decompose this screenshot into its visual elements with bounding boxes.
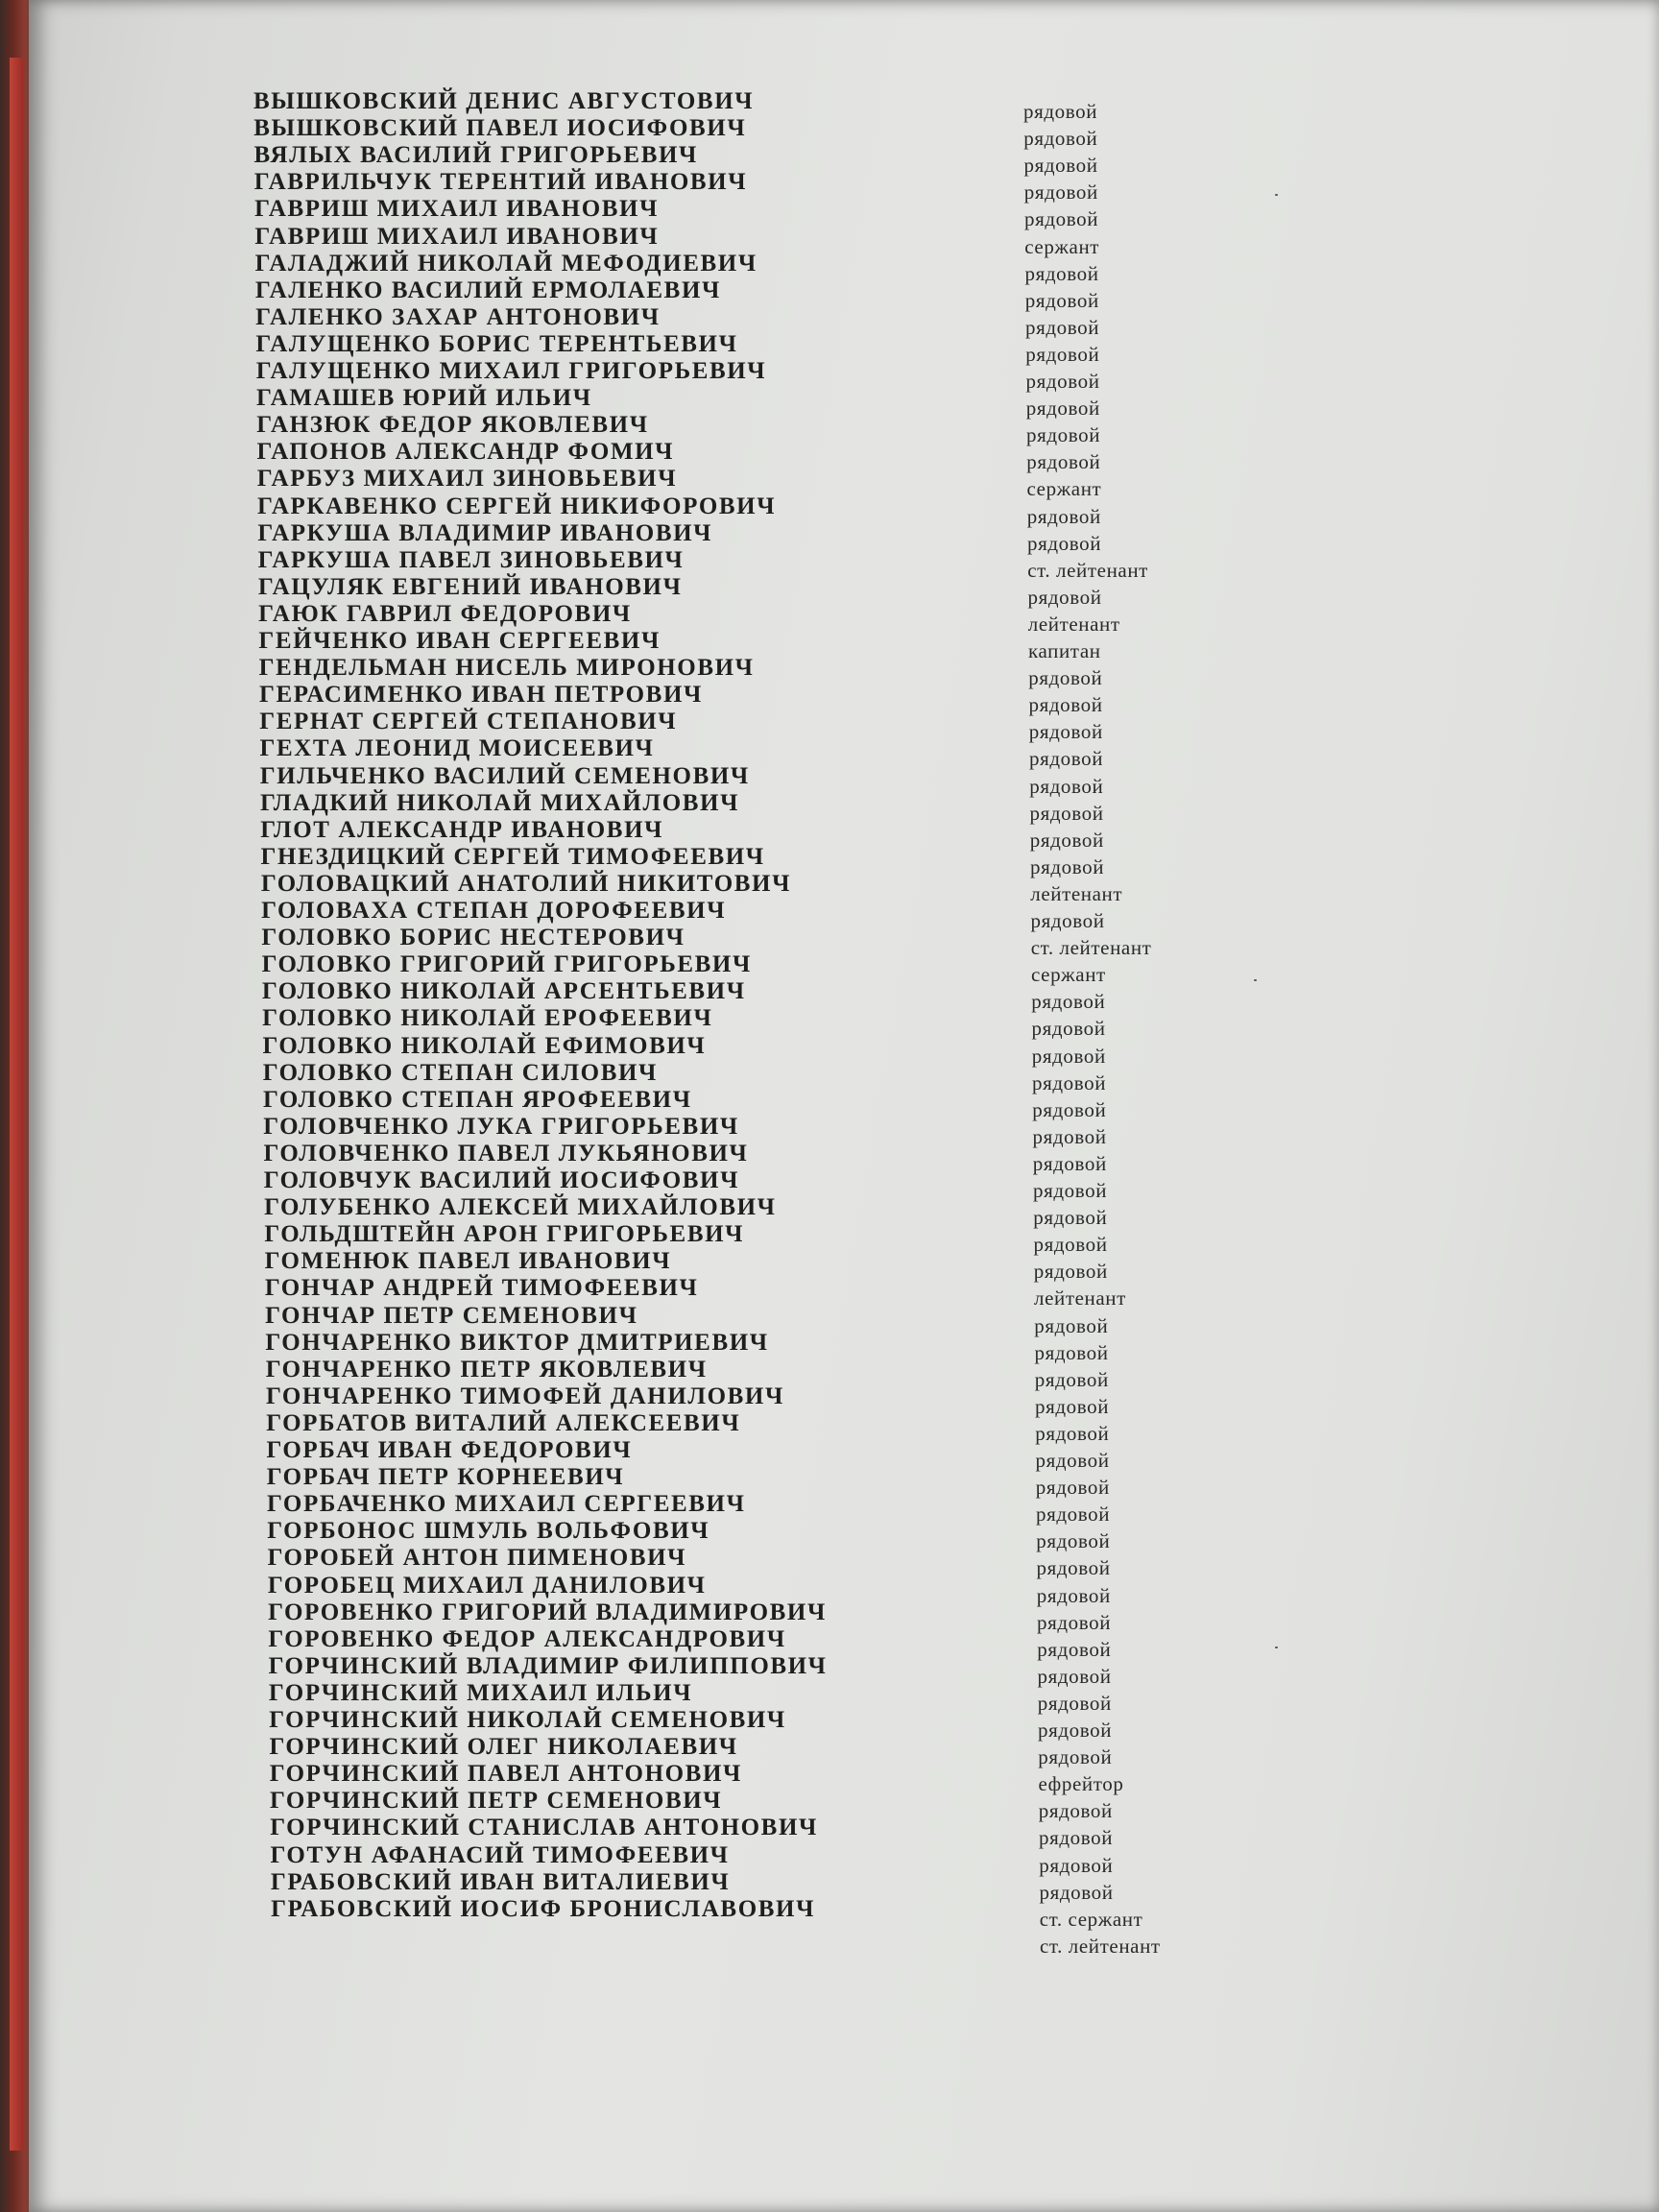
person-name: ГОРОВЕНКО ГРИГОРИЙ ВЛАДИМИРОВИЧ: [268, 1599, 827, 1625]
military-rank: рядовой: [1035, 1476, 1110, 1500]
military-rank: рядовой: [1024, 288, 1099, 312]
military-rank: рядовой: [1029, 854, 1105, 878]
page-speck: [1254, 979, 1257, 981]
military-rank: сержант: [1026, 477, 1102, 501]
military-rank: рядовой: [1024, 315, 1100, 339]
military-rank: рядовой: [1023, 100, 1098, 123]
person-name: ВЫШКОВСКИЙ ПАВЕЛ ИОСИФОВИЧ: [253, 115, 747, 142]
book-cover-edge: [10, 58, 23, 2151]
military-rank: рядовой: [1031, 1044, 1106, 1068]
military-rank: рядовой: [1032, 1097, 1107, 1121]
person-name: ГОРЧИНСКИЙ МИХАИЛ ИЛЬИЧ: [268, 1679, 693, 1706]
person-name: ГОРБОНОС ШМУЛЬ ВОЛЬФОВИЧ: [267, 1518, 710, 1545]
military-rank: рядовой: [1037, 1691, 1112, 1715]
person-name: ГОНЧАРЕНКО ПЕТР ЯКОВЛЕВИЧ: [265, 1356, 708, 1382]
person-name: ГОЛОВЧЕНКО ПАВЕЛ ЛУКЬЯНОВИЧ: [263, 1140, 749, 1166]
military-rank: рядовой: [1036, 1583, 1111, 1607]
person-name: ГОЛОВКО ГРИГОРИЙ ГРИГОРЬЕВИЧ: [261, 951, 752, 978]
document-page: [29, 0, 1659, 2212]
military-rank: рядовой: [1034, 1394, 1110, 1418]
military-rank: рядовой: [1025, 423, 1101, 447]
person-name: ГАРБУЗ МИХАИЛ ЗИНОВЬЕВИЧ: [256, 466, 678, 493]
person-name: ГОРЧИНСКИЙ ПАВЕЛ АНТОНОВИЧ: [269, 1761, 742, 1788]
person-name: ГОРОБЕЙ АНТОН ПИМЕНОВИЧ: [267, 1545, 687, 1572]
person-name: ГАРКУША ПАВЕЛ ЗИНОВЬЕВИЧ: [257, 546, 685, 573]
military-rank: рядовой: [1033, 1233, 1108, 1257]
military-rank: лейтенант: [1033, 1286, 1126, 1310]
military-rank: рядовой: [1038, 1745, 1113, 1769]
person-name: ГОЛОВАЦКИЙ АНАТОЛИЙ НИКИТОВИЧ: [260, 870, 792, 897]
person-name: ГАВРИШ МИХАИЛ ИВАНОВИЧ: [254, 196, 660, 223]
military-rank: рядовой: [1034, 1340, 1109, 1364]
person-name: ГОЛОВКО БОРИС НЕСТЕРОВИЧ: [261, 925, 685, 951]
military-rank: рядовой: [1036, 1556, 1111, 1580]
military-rank: рядовой: [1034, 1313, 1109, 1337]
military-rank: рядовой: [1035, 1449, 1110, 1472]
military-rank: рядовой: [1033, 1206, 1108, 1230]
military-rank: рядовой: [1032, 1179, 1108, 1202]
person-name: ГОНЧАР ПЕТР СЕМЕНОВИЧ: [265, 1302, 638, 1329]
person-name: ГОРЧИНСКИЙ СТАНИСЛАВ АНТОНОВИЧ: [270, 1815, 818, 1841]
military-rank: ст. сержант: [1039, 1907, 1143, 1931]
military-rank: рядовой: [1029, 774, 1104, 798]
person-name: ГАЛЕНКО ЗАХАР АНТОНОВИЧ: [255, 303, 661, 330]
military-rank: рядовой: [1037, 1637, 1112, 1661]
military-rank: рядовой: [1035, 1421, 1110, 1445]
person-name: ГОРОБЕЦ МИХАИЛ ДАНИЛОВИЧ: [267, 1572, 707, 1599]
person-name: ГАЦУЛЯК ЕВГЕНИЙ ИВАНОВИЧ: [257, 573, 683, 600]
military-rank: ефрейтор: [1038, 1772, 1124, 1796]
person-name: ГНЕЗДИЦКИЙ СЕРГЕЙ ТИМОФЕЕВИЧ: [260, 843, 765, 870]
person-name: ГОЛОВКО СТЕПАН СИЛОВИЧ: [262, 1059, 658, 1086]
military-rank: рядовой: [1023, 180, 1098, 204]
military-rank: рядовой: [1032, 1151, 1107, 1175]
person-name: ГОРБАЧ ПЕТР КОРНЕЕВИЧ: [266, 1464, 625, 1491]
military-rank: рядовой: [1023, 127, 1098, 151]
person-name: ГАМАШЕВ ЮРИЙ ИЛЬИЧ: [255, 385, 592, 412]
military-rank: рядовой: [1028, 720, 1103, 744]
person-name: ГОРБАТОВ ВИТАЛИЙ АЛЕКСЕЕВИЧ: [266, 1409, 741, 1436]
military-rank: рядовой: [1039, 1880, 1114, 1904]
person-name: ГОРБАЧЕНКО МИХАИЛ СЕРГЕЕВИЧ: [267, 1491, 746, 1518]
military-rank: рядовой: [1035, 1503, 1111, 1527]
military-rank: сержант: [1030, 963, 1106, 987]
person-name: ГОЛОВКО НИКОЛАЙ АРСЕНТЬЕВИЧ: [261, 978, 746, 1005]
military-rank: рядовой: [1025, 370, 1100, 393]
page-speck: [1275, 1647, 1278, 1648]
person-name: ГОРЧИНСКИЙ ОЛЕГ НИКОЛАЕВИЧ: [269, 1734, 738, 1761]
military-rank: рядовой: [1039, 1853, 1114, 1877]
military-rank: рядовой: [1023, 154, 1098, 178]
person-name: ГАЛУЩЕНКО БОРИС ТЕРЕНТЬЕВИЧ: [255, 330, 738, 357]
military-rank: рядовой: [1026, 504, 1101, 528]
person-name: ГОТУН АФАНАСИЙ ТИМОФЕЕВИЧ: [270, 1841, 730, 1868]
military-rank: лейтенант: [1027, 612, 1120, 636]
military-rank: рядовой: [1026, 531, 1102, 555]
person-name: ГОЛОВЧЕНКО ЛУКА ГРИГОРЬЕВИЧ: [263, 1113, 739, 1140]
person-name: ВЯЛЫХ ВАСИЛИЙ ГРИГОРЬЕВИЧ: [253, 142, 698, 169]
person-name: ГАЛУЩЕНКО МИХАИЛ ГРИГОРЬЕВИЧ: [255, 358, 767, 384]
person-name: ГРАБОВСКИЙ ИВАН ВИТАЛИЕВИЧ: [270, 1868, 731, 1895]
military-rank: лейтенант: [1030, 881, 1123, 905]
person-name: ГЕРАСИМЕНКО ИВАН ПЕТРОВИЧ: [258, 682, 703, 709]
military-rank: рядовой: [1029, 828, 1104, 852]
casualty-list: [29, 0, 1659, 2212]
military-rank: капитан: [1027, 639, 1101, 662]
person-name: ГОНЧАРЕНКО ВИКТОР ДМИТРИЕВИЧ: [265, 1329, 769, 1356]
person-name: ГОРБАЧ ИВАН ФЕДОРОВИЧ: [266, 1437, 633, 1463]
person-name: ГОЛОВАХА СТЕПАН ДОРОФЕЕВИЧ: [261, 898, 727, 924]
page-speck: [1275, 194, 1278, 196]
military-rank: рядовой: [1037, 1719, 1113, 1742]
military-rank: рядовой: [1024, 261, 1099, 285]
military-rank: рядовой: [1030, 909, 1105, 932]
military-rank: рядовой: [1025, 397, 1100, 421]
person-name: ГОЛОВКО НИКОЛАЙ ЕФИМОВИЧ: [262, 1032, 707, 1059]
person-name: ГЛОТ АЛЕКСАНДР ИВАНОВИЧ: [260, 816, 664, 843]
person-name: ГАРКАВЕНКО СЕРГЕЙ НИКИФОРОВИЧ: [257, 493, 777, 519]
person-name: ГОЛОВЧУК ВАСИЛИЙ ИОСИФОВИЧ: [263, 1167, 740, 1193]
person-name: ГАЮК ГАВРИЛ ФЕДОРОВИЧ: [258, 600, 632, 627]
person-name: ГАЛЕНКО ВАСИЛИЙ ЕРМОЛАЕВИЧ: [254, 276, 721, 303]
person-name: ВЫШКОВСКИЙ ДЕНИС АВГУСТОВИЧ: [253, 88, 755, 114]
person-name: ГОРЧИНСКИЙ ПЕТР СЕМЕНОВИЧ: [270, 1788, 723, 1815]
person-name: ГЕЙЧЕНКО ИВАН СЕРГЕЕВИЧ: [258, 628, 661, 654]
person-name: ГОРОВЕНКО ФЕДОР АЛЕКСАНДРОВИЧ: [268, 1625, 786, 1652]
person-name: ГРАБОВСКИЙ ИОСИФ БРОНИСЛАВОВИЧ: [271, 1895, 816, 1922]
person-name: ГОРЧИНСКИЙ ВЛАДИМИР ФИЛИППОВИЧ: [268, 1652, 828, 1679]
person-name: ГОЛОВКО НИКОЛАЙ ЕРОФЕЕВИЧ: [262, 1005, 713, 1032]
person-name: ГАРКУША ВЛАДИМИР ИВАНОВИЧ: [257, 519, 713, 546]
person-name: ГАНЗЮК ФЕДОР ЯКОВЛЕВИЧ: [256, 412, 649, 439]
military-rank: рядовой: [1031, 990, 1106, 1014]
military-rank: сержант: [1024, 234, 1100, 258]
military-rank: рядовой: [1033, 1260, 1108, 1284]
military-rank: рядовой: [1038, 1799, 1113, 1823]
person-name: ГЕРНАТ СЕРГЕЙ СТЕПАНОВИЧ: [259, 709, 678, 735]
military-rank: рядовой: [1037, 1664, 1112, 1688]
military-rank: рядовой: [1031, 1017, 1106, 1041]
person-name: ГОНЧАР АНДРЕЙ ТИМОФЕЕВИЧ: [264, 1275, 699, 1302]
person-name: ГОЛОВКО СТЕПАН ЯРОФЕЕВИЧ: [262, 1086, 692, 1113]
military-rank: рядовой: [1026, 450, 1101, 474]
person-name: ГЕХТА ЛЕОНИД МОИСЕЕВИЧ: [259, 735, 655, 762]
military-rank: рядовой: [1025, 342, 1100, 366]
military-rank: рядовой: [1034, 1367, 1109, 1391]
person-name: ГЛАДКИЙ НИКОЛАЙ МИХАЙЛОВИЧ: [260, 789, 740, 816]
military-rank: рядовой: [1038, 1826, 1114, 1850]
military-rank: рядовой: [1031, 1070, 1107, 1094]
military-rank: рядовой: [1028, 666, 1103, 690]
person-name: ГОНЧАРЕНКО ТИМОФЕЙ ДАНИЛОВИЧ: [265, 1382, 784, 1409]
person-name: ГАЛАДЖИЙ НИКОЛАЙ МЕФОДИЕВИЧ: [254, 250, 757, 276]
military-rank: рядовой: [1029, 801, 1104, 825]
person-name: ГАВРИШ МИХАИЛ ИВАНОВИЧ: [254, 223, 660, 250]
military-rank: ст. лейтенант: [1030, 936, 1152, 960]
military-rank: рядовой: [1028, 747, 1104, 771]
person-name: ГЕНДЕЛЬМАН НИСЕЛЬ МИРОНОВИЧ: [258, 655, 755, 682]
person-name: ГАВРИЛЬЧУК ТЕРЕНТИЙ ИВАНОВИЧ: [253, 169, 748, 196]
military-rank: рядовой: [1028, 693, 1103, 717]
military-rank: ст. лейтенант: [1039, 1934, 1161, 1958]
military-rank: рядовой: [1023, 207, 1099, 231]
person-name: ГОМЕНЮК ПАВЕЛ ИВАНОВИЧ: [264, 1248, 672, 1275]
military-rank: рядовой: [1027, 585, 1102, 609]
person-name: ГИЛЬЧЕНКО ВАСИЛИЙ СЕМЕНОВИЧ: [259, 762, 750, 789]
military-rank: рядовой: [1032, 1124, 1107, 1148]
person-name: ГАПОНОВ АЛЕКСАНДР ФОМИЧ: [256, 439, 675, 466]
person-name: ГОРЧИНСКИЙ НИКОЛАЙ СЕМЕНОВИЧ: [269, 1707, 786, 1733]
military-rank: ст. лейтенант: [1027, 558, 1148, 582]
person-name: ГОЛЬДШТЕЙН АРОН ГРИГОРЬЕВИЧ: [264, 1221, 745, 1248]
military-rank: рядовой: [1036, 1529, 1111, 1553]
military-rank: рядовой: [1036, 1610, 1112, 1634]
person-name: ГОЛУБЕНКО АЛЕКСЕЙ МИХАЙЛОВИЧ: [264, 1194, 777, 1221]
